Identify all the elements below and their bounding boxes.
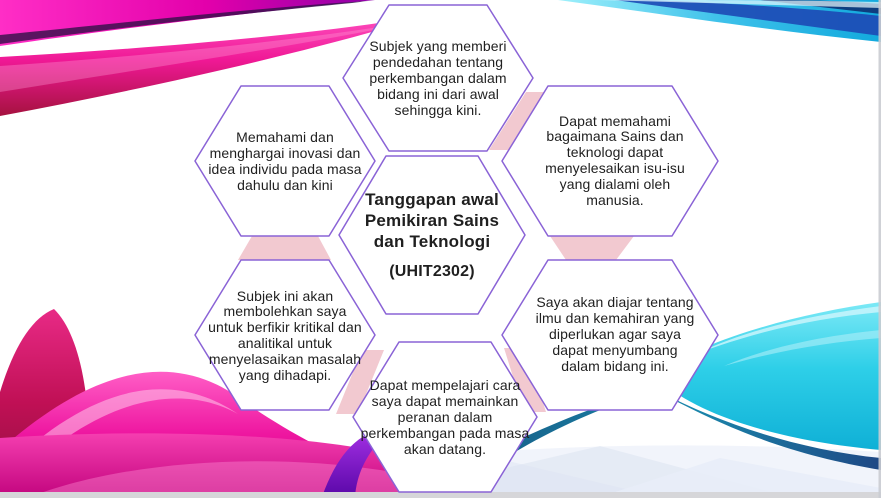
hexagon-bottom-label: Dapat mempelajari cara saya dapat memainkan peranan dalam perkembangan pada masa akan datang. (360, 377, 530, 457)
center-course-code: (UHIT2302) (389, 263, 475, 281)
hexagon-top-right-label: Dapat memahami bagaimana Sains dan teknologi dapat menyelesaikan isu-isu yang dialami oleh manusia. (545, 112, 685, 208)
hexagon-top-label: Subjek yang memberi pendedahan tentang perkembangan dalam bidang ini dari awal sehingga kini. (369, 38, 507, 118)
connector-topright-bottomright (550, 236, 634, 260)
hexagon-bottom-right-label: Saya akan diajar tentang ilmu dan kemahiran yang diperlukan agar saya dapat menyumbang dalam bidang ini. (535, 294, 695, 374)
hexagon-bottom-left-label: Subjek ini akan membolehkan saya untuk berfikir kritikal dan analitikal untuk menyelasaikan masalah yang dihadapi. (208, 287, 362, 383)
hexagon-top-left-label: Memahami dan menghargai inovasi dan idea individu pada masa dahulu dan kini (208, 129, 362, 193)
connector-topleft-bottomleft (238, 236, 331, 260)
hexagon-center-label (357, 160, 507, 310)
center-title: Tanggapan awal Pemikiran Sains dan Teknologi (364, 189, 500, 252)
